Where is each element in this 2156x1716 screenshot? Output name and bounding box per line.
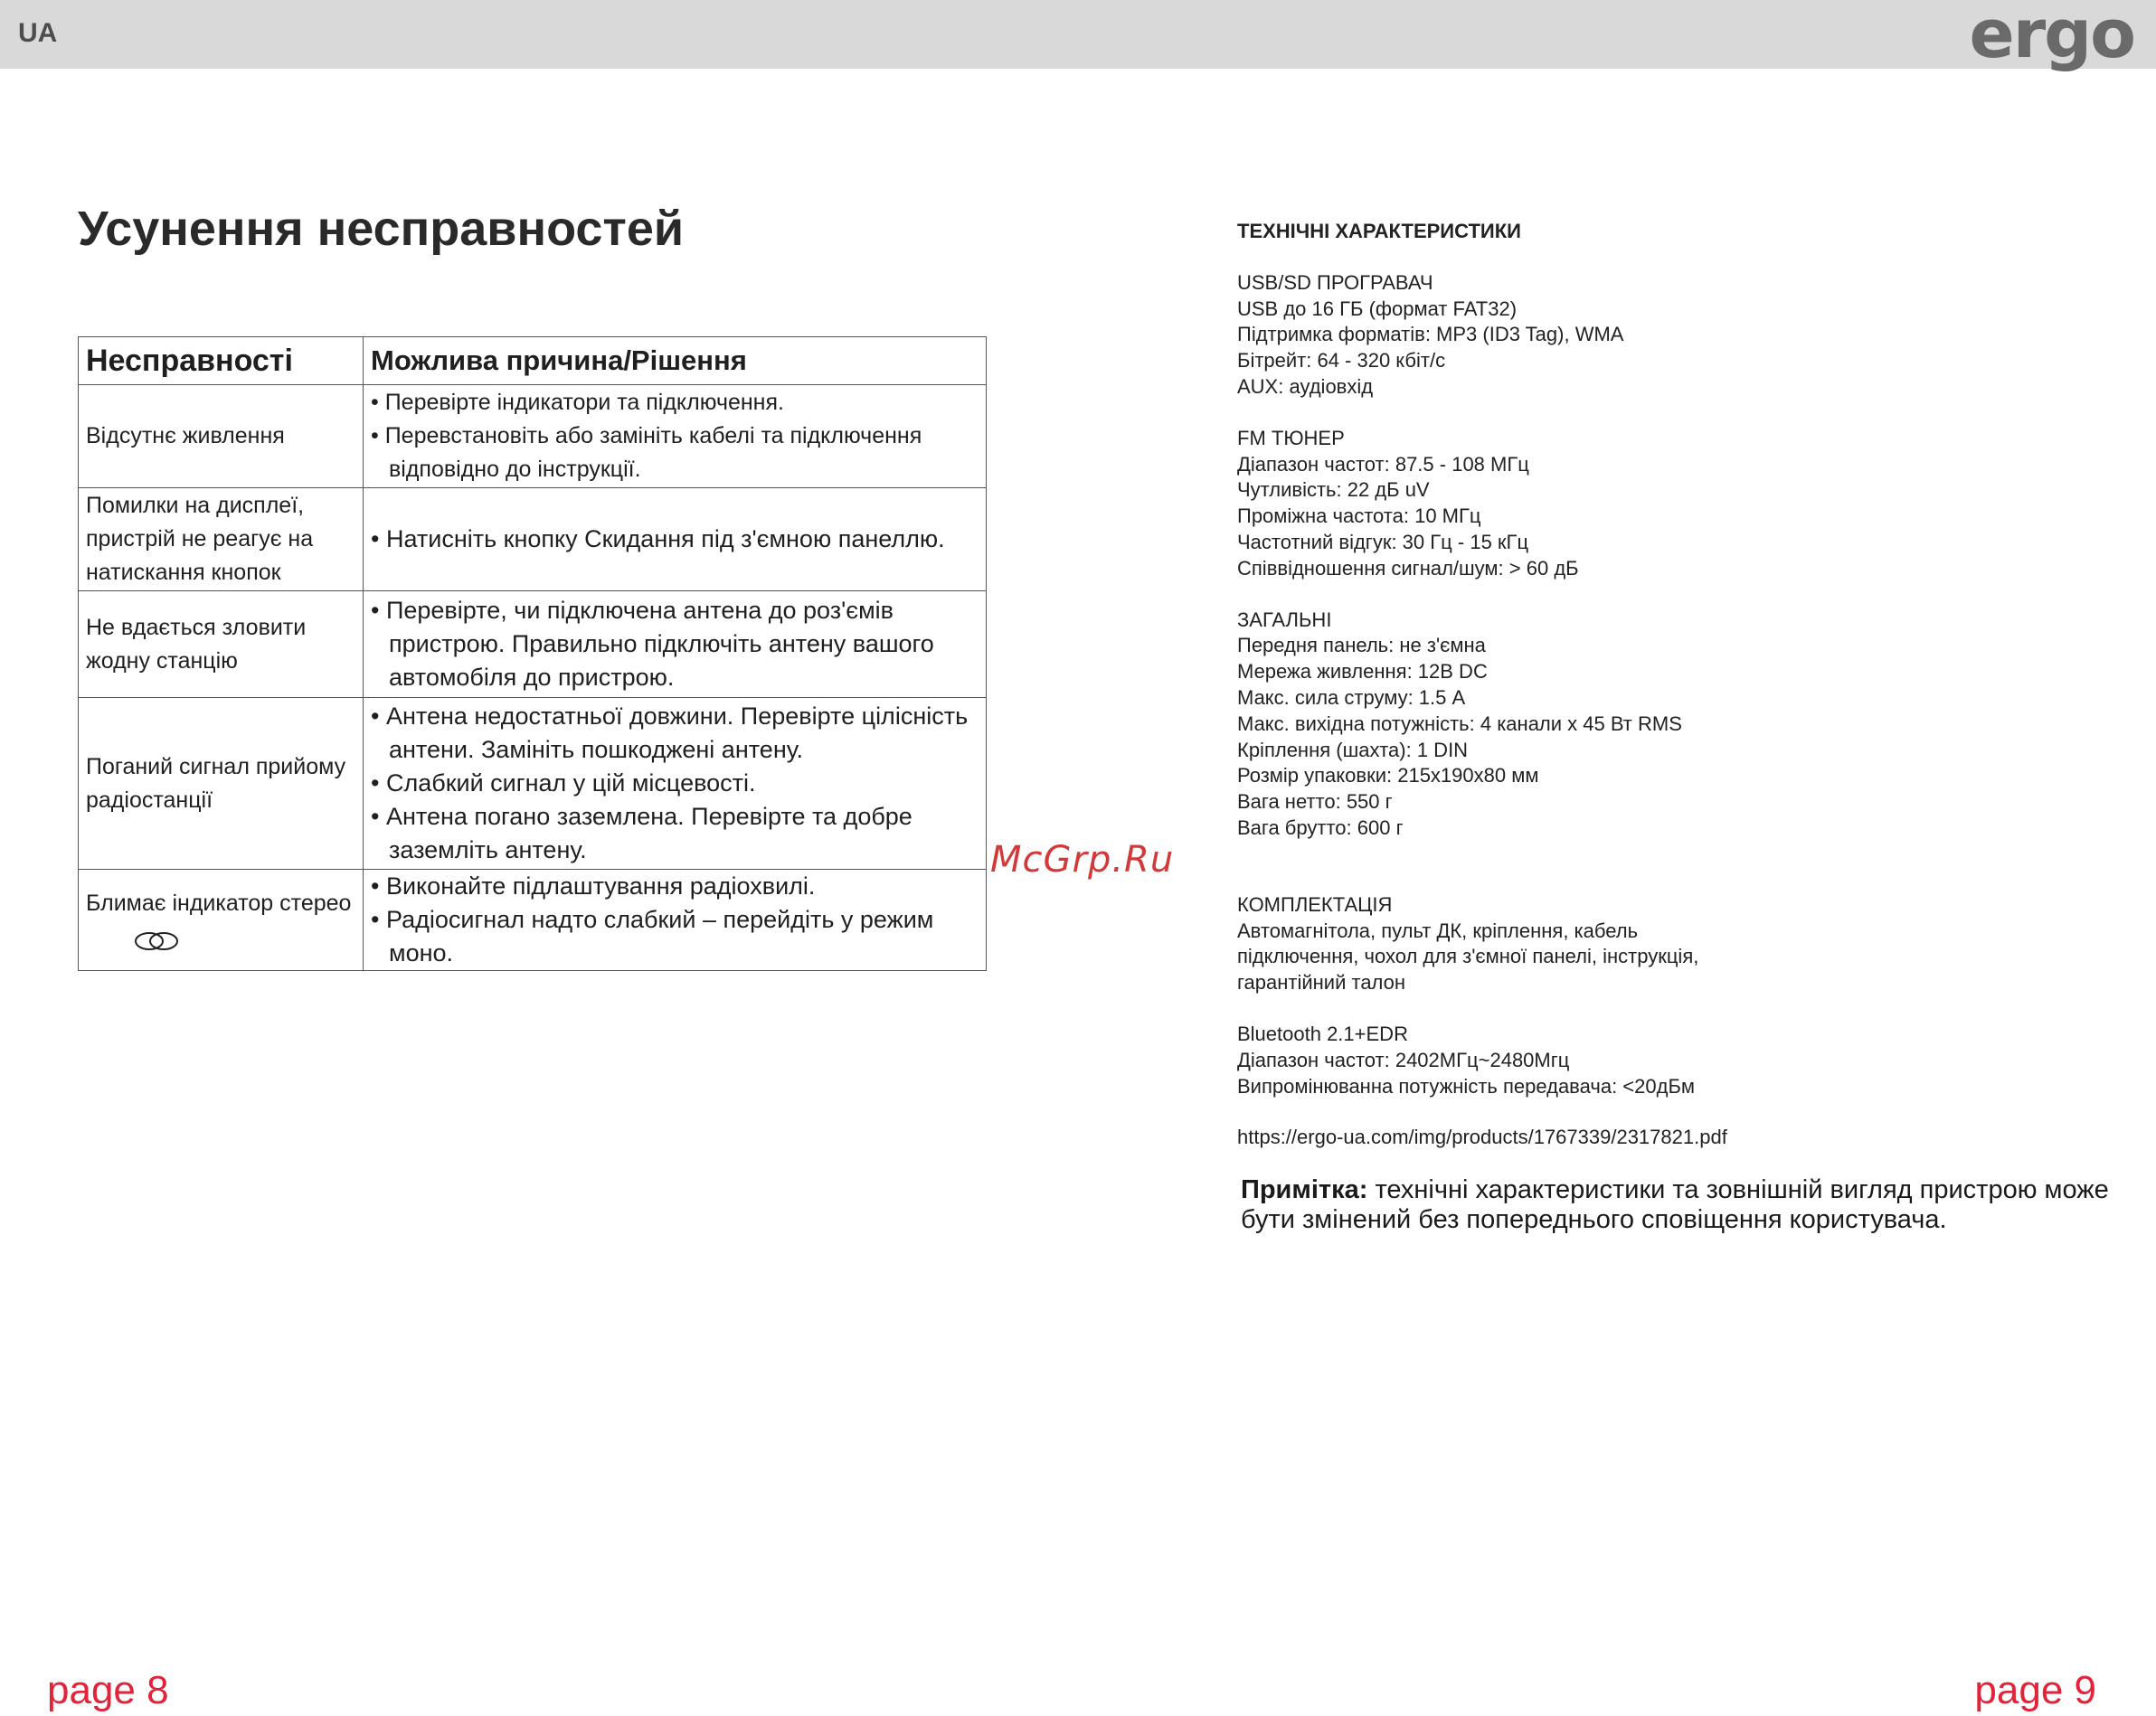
table-row [79,488,987,591]
spec-line: КОМПЛЕКТАЦІЯ [1237,892,1393,916]
page-number-left: page 8 [47,1668,169,1712]
stereo-icon [133,928,180,948]
table-row [79,591,987,698]
solution-cell [364,591,987,698]
problem-text: Блимає індикатор стерео [86,890,352,916]
spec-line: Бітрейт: 64 - 320 кбіт/с [1237,349,1446,372]
solution-item: • Перевірте індикатори та підключення. [371,386,979,420]
url-section [1237,1125,2105,1151]
watermark: McGrp.Ru [990,839,1175,881]
note-text: технічні характеристики та зовнішній вигляд пристрою може бути змінений без попереднього сповіщення користувача. [1241,1175,2109,1234]
spec-line: Вага нетто: 550 г [1237,790,1393,814]
spec-line: Підтримка форматів: MP3 (ID3 Tag), WMA [1237,323,1624,346]
note [1241,1175,2109,1235]
general-section [1237,608,2105,842]
solution-cell [364,385,987,488]
spec-line: Випромінюванна потужність передавача: <20дБм [1237,1074,1696,1098]
troubleshooting-table [78,336,987,971]
spec-line: Автомагнітола, пульт ДК, кріплення, кабель [1237,919,1639,942]
solution-item: • Антена погано заземлена. Перевірте та добре заземліть антену. [371,800,979,867]
spec-line: USB/SD ПРОГРАВАЧ [1237,270,1433,294]
spec-line: Частотний відгук: 30 Гц - 15 кГц [1237,530,1529,553]
spec-line: Мережа живлення: 12В DC [1237,660,1488,684]
problem-cell: Поганий сигнал прийому радіостанції [79,698,364,870]
kit-section [1237,892,2105,996]
solution-item: • Перевірте, чи підключена антена до роз'ємів пристрою. Правильно підключіть антену вашого автомобіля до пристрою. [371,594,979,694]
spec-line: Діапазон частот: 87.5 - 108 МГц [1237,452,1529,476]
problem-cell: Помилки на дисплеї, пристрій не реагує на натискання кнопок [79,488,364,591]
spec-line: ЗАГАЛЬНІ [1237,608,1332,631]
solution-cell [364,488,987,591]
page-title: Усунення несправностей [78,202,685,256]
spec-line: USB до 16 ГБ (формат FAT32) [1237,297,1518,320]
column-header-solution: Можлива причина/Рішення [364,337,987,385]
table-row [79,870,987,971]
spec-line: Співвідношення сигнал/шум: > 60 дБ [1237,556,1579,580]
specs-heading: ТЕХНІЧНІ ХАРАКТЕРИСТИКИ [1237,220,1521,242]
page-number-right: page 9 [1974,1668,2096,1712]
spec-line: Розмір упаковки: 215x190x80 мм [1237,764,1539,787]
note-label: Примітка: [1241,1175,1368,1204]
spec-line: гарантійний талон [1237,971,1406,995]
spec-line: FM ТЮНЕР [1237,426,1345,449]
source-url: https://ergo-ua.com/img/products/1767339/2317821.pdf [1237,1126,1727,1149]
solution-item: • Радіосигнал надто слабкий – перейдіть у режим моно. [371,903,979,970]
header-bar [0,0,2156,73]
solution-cell [364,698,987,870]
table-row [79,385,987,488]
spec-line: Передня панель: не з'ємна [1237,634,1486,657]
tech-specs [1237,219,2105,1176]
problem-cell: Не вдається зловити жодну станцію [79,591,364,698]
spec-line: Bluetooth 2.1+EDR [1237,1022,1408,1045]
usb-section [1237,270,2105,401]
solution-item: • Антена недостатньої довжини. Перевірте цілісність антени. Замініть пошкоджені антену. [371,700,979,767]
spec-line: підключення, чохол для з'ємної панелі, інструкція, [1237,945,1699,968]
problem-cell [79,870,364,971]
language-code: UA [18,18,58,48]
ergo-logo: ergo [1969,0,2134,73]
solution-cell [364,870,987,971]
spec-line: Діапазон частот: 2402МГц~2480Мгц [1237,1048,1570,1071]
spec-line: Проміжна частота: 10 МГц [1237,504,1481,528]
spec-line: AUX: аудіовхід [1237,374,1374,398]
spec-line: Макс. вихідна потужність: 4 канали х 45 Вт RMS [1237,712,1682,735]
table-row [79,698,987,870]
solution-item: • Виконайте підлаштування радіохвилі. [371,870,979,903]
spec-line: Кріплення (шахта): 1 DIN [1237,738,1469,761]
problem-cell: Відсутнє живлення [79,385,364,488]
bluetooth-section [1237,1022,2105,1099]
spec-line: Вага брутто: 600 г [1237,816,1404,839]
spec-line: Макс. сила струму: 1.5 А [1237,685,1466,709]
solution-item: • Слабкий сигнал у цій місцевості. [371,767,979,800]
fm-section [1237,426,2105,582]
table-header-row [79,337,987,385]
solution-item: • Перевстановіть або замініть кабелі та підключення відповідно до інструкції. [371,420,979,486]
solution-item: • Натисніть кнопку Скидання під з'ємною панеллю. [371,523,979,556]
column-header-problem: Несправності [79,337,364,385]
spec-line: Чутливість: 22 дБ uV [1237,478,1430,502]
